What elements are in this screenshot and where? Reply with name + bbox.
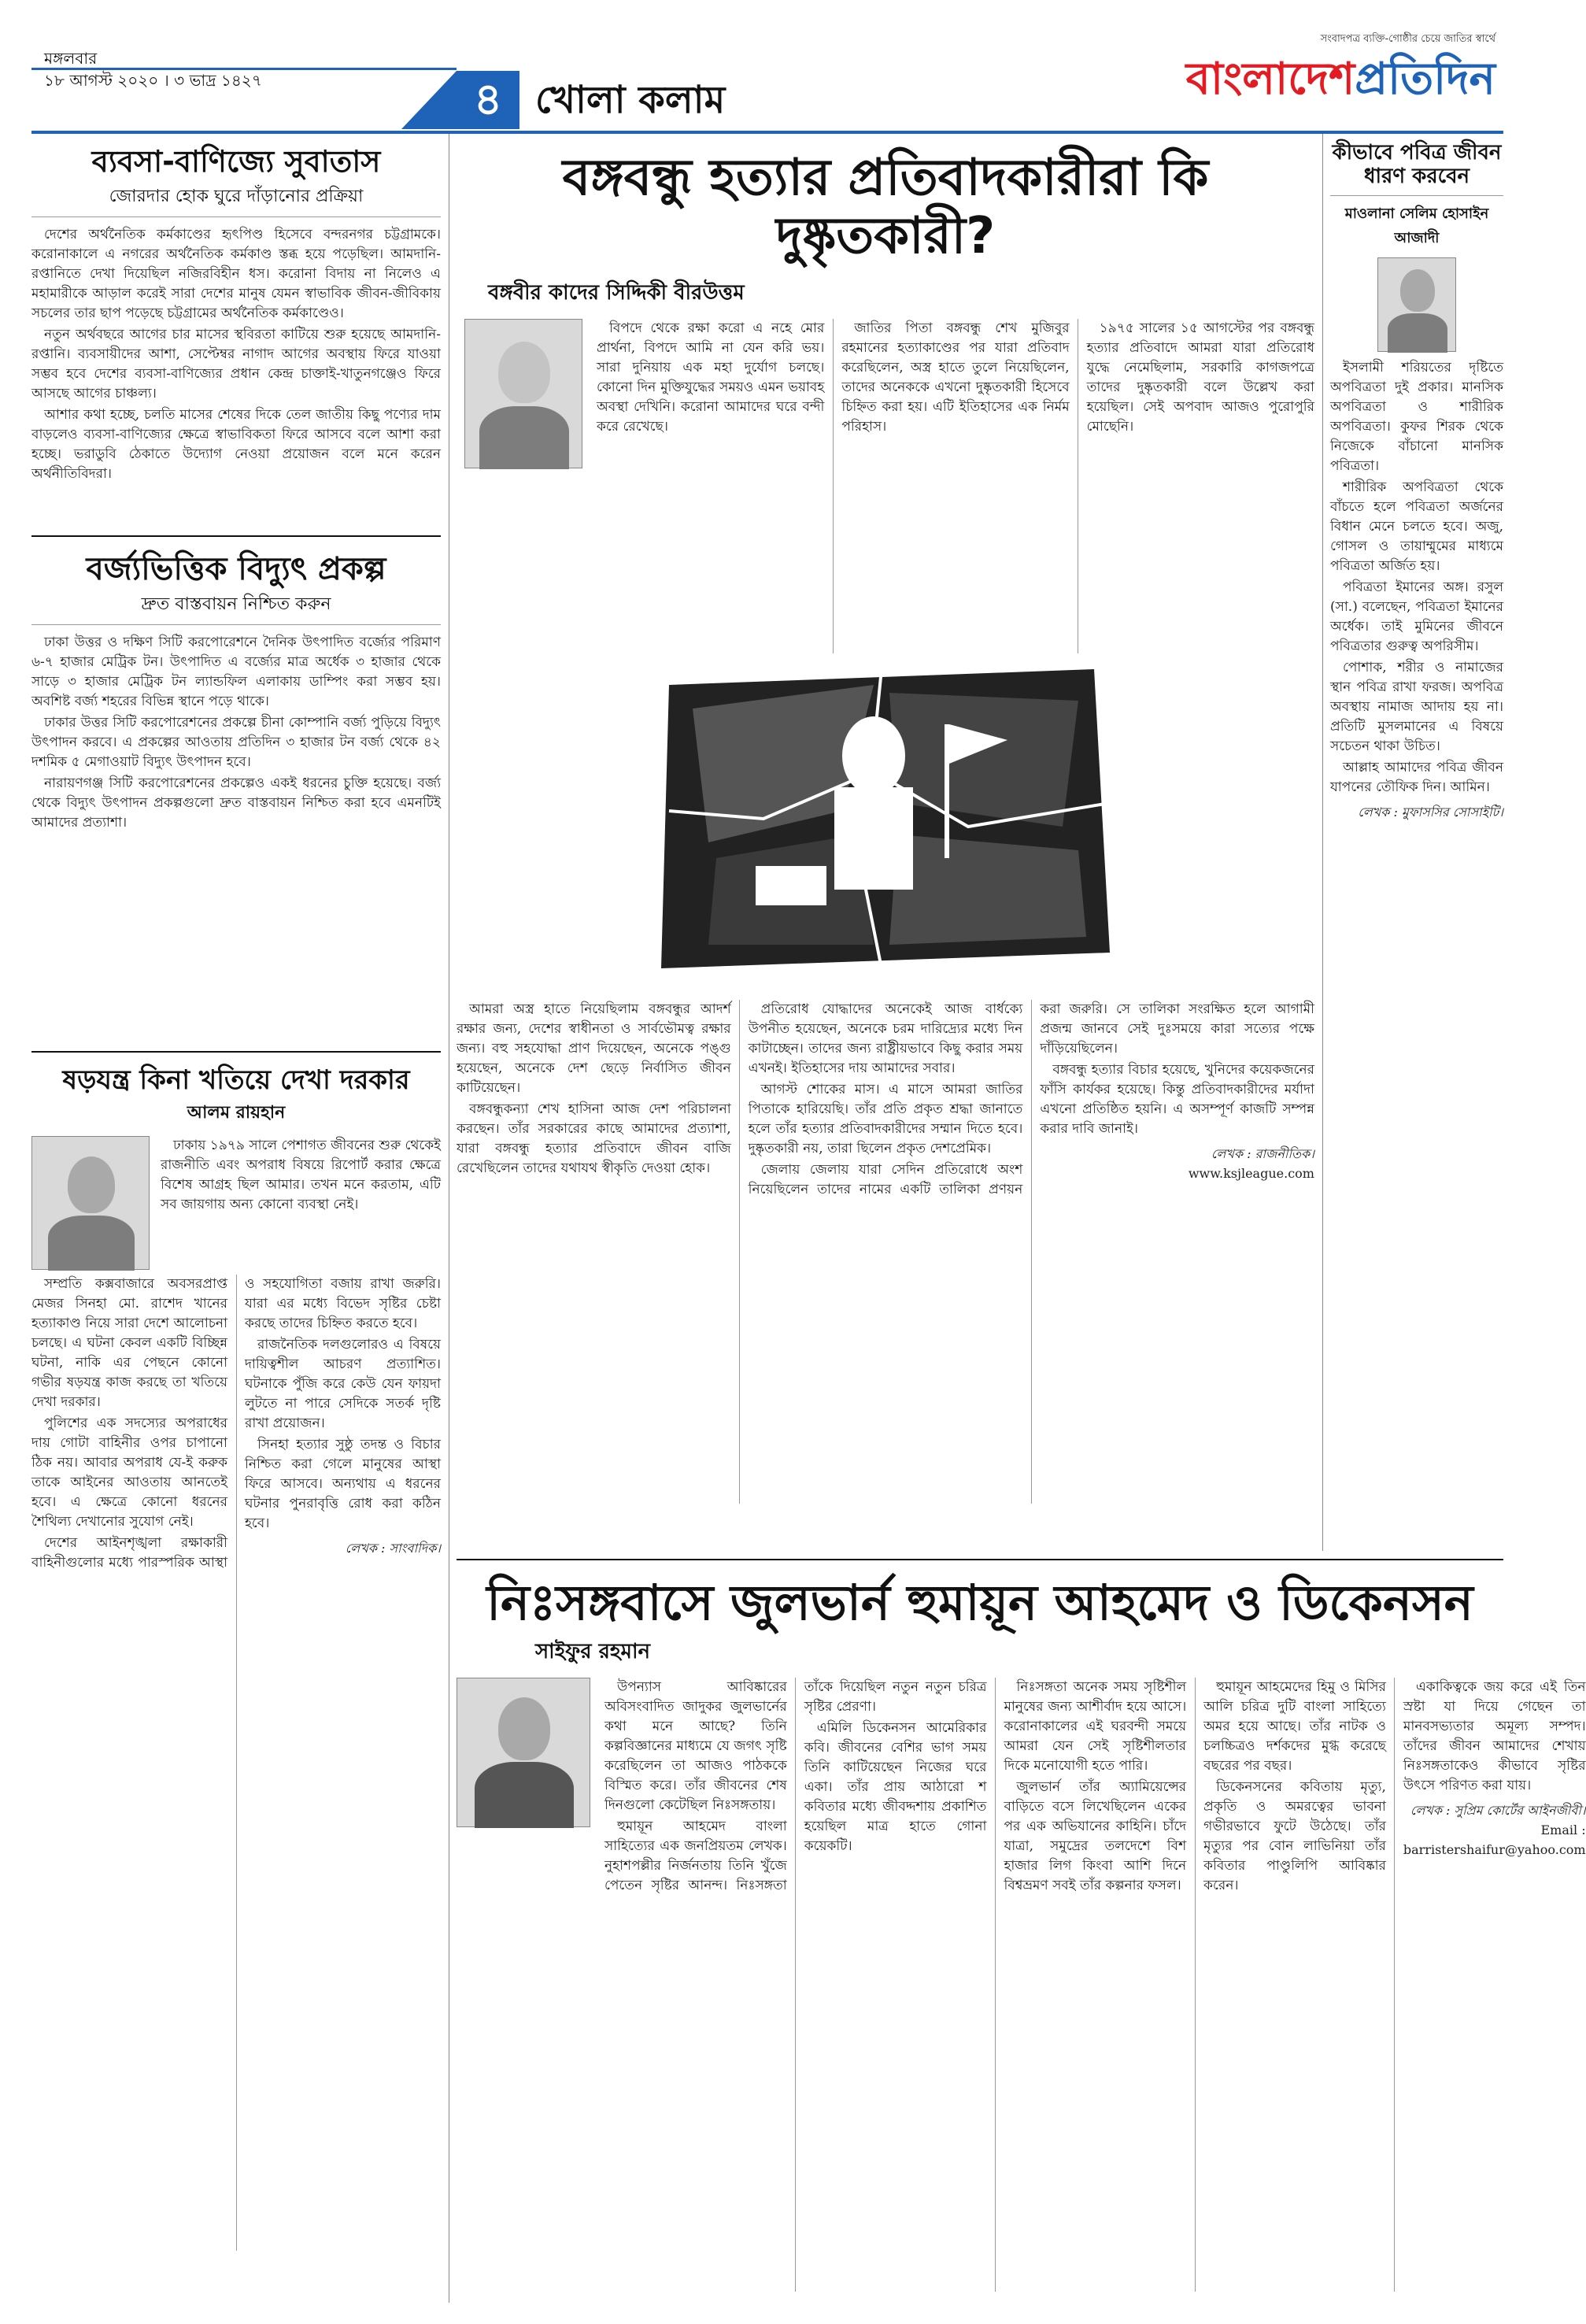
paragraph: এমিলি ডিকেনসন আমেরিকার কবি। জীবনের বেশির ভাগ সময় তিনি কাটিয়েছেন নিজের ঘরে একা। তাঁর প্রায় আঠারো শ কবিতার মধ্যে জীবদ্দশায় প্রকাশিত হয়েছিল মাত্র হাতে গোনা কয়েকটি। (804, 1720, 987, 1855)
paragraph: হুমায়ূন আহমেদের হিমু ও মিসির আলি চরিত্র দুটি বাংলা সাহিত্যে অমর হয়ে আছে। তাঁর নাটক ও চলচ্চিত্রও দর্শকদের মুগ্ধ করেছে বছরের পর বছর। (1203, 1679, 1386, 1774)
editorial-trade (31, 134, 441, 527)
column-conspiracy-byline: আলম রায়হান (187, 1103, 286, 1123)
editorial-power-body (31, 633, 441, 833)
author-photo-head (68, 1156, 115, 1213)
right-column-byline: মাওলানা সেলিম হোসাইন আজাদী (1344, 205, 1489, 246)
paragraph: জাতির পিতা বঙ্গবন্ধু শেখ মুজিবুর রহমানের হত্যাকাণ্ডের পর যারা প্রতিবাদ করেছিলেন, অস্ত্র হাতে তুলে নিয়েছিলেন, তাদের অনেককে এখনো দুষ্কৃতকারী হিসেবে চিহ্নিত করা হয়। এটি ইতিহাসের এক নির্মম পরিহাস। (841, 320, 1070, 435)
paragraph: বিপদে থেকে রক্ষা করো এ নহে মোর প্রার্থনা, বিপদে আমি না যেন করি ভয়। সারা দুনিয়ায় এক মহা দুর্যোগ চলছে। কোনো দিন মুক্তিযুদ্ধের সময়ও এমন ভয়াবহ অবস্থা দেখিনি। করোনা আমাদের ঘরে বন্দী করে রেখেছে। (597, 320, 825, 435)
page-number-wedge (401, 71, 457, 129)
right-column-body (1330, 358, 1503, 822)
author-photo (31, 1136, 150, 1270)
page-header (31, 16, 1503, 134)
main-article-headline: বঙ্গবন্ধু হত্যার প্রতিবাদকারীরা কি দুষ্কৃতকারী? (562, 149, 1209, 265)
column-divider (1322, 134, 1323, 1551)
masthead-logo (1186, 31, 1495, 111)
paragraph: ঢাকা উত্তর ও দক্ষিণ সিটি করপোরেশনে দৈনিক উৎপাদিত বর্জ্যের পরিমাণ ৬-৭ হাজার মেট্রিক টন। উৎপাদিত এ বর্জ্যের মাত্র অর্ধেক ৩ হাজার থেকে সাড়ে ৩ হাজার মেট্রিক টন ল্যান্ডফিল এলাকায় ডাম্পিং করা সম্ভব হয়। অবশিষ্ট বর্জ্য শহরের বিভিন্ন স্থানে পড়ে থাকে। (31, 635, 441, 709)
divider (457, 1559, 1503, 1560)
main-article-lead (597, 319, 1314, 689)
column-conspiracy (31, 1059, 441, 2303)
paragraph: প্রতিরোধ যোদ্ধাদের অনেকেই আজ বার্ধক্যে উপনীত হয়েছেন, অনেকে চরম দারিদ্র্যের মধ্যে দিন কাটাচ্ছেন। তাদের জন্য রাষ্ট্রীয়ভাবে কিছু করার সময় এখনই। ইতিহাসের দায় আমাদের সবার। (748, 1001, 1023, 1076)
right-column-credit: লেখক : মুফাসসির সোসাইটি। (1358, 804, 1503, 820)
right-column-article (1330, 134, 1503, 1551)
paragraph: ১৯৭৫ সালের ১৫ আগস্টের পর বঙ্গবন্ধু হত্যার প্রতিবাদে আমরা যারা প্রতিরোধ যুদ্ধে নেমেছিলাম, সরকারি কাগজপত্রে তাদের দুষ্কৃতকারী বলে উল্লেখ করা হয়েছিল। সেই অপবাদ আজও পুরোপুরি মোছেনি। (1086, 320, 1314, 435)
right-column-headline: কীভাবে পবিত্র জীবন ধারণ করবেন (1330, 134, 1503, 196)
bottom-article-headline: নিঃসঙ্গবাসে জুলভার্ন হুমায়ূন আহমেদ ও ডিকেনসন (486, 1574, 1473, 1631)
paragraph: দেশের অর্থনৈতিক কর্মকাণ্ডের হৃৎপিণ্ড হিসেবে বন্দরনগর চট্টগ্রামকে। করোনাকালে এ নগরের অর্থনৈতিক কর্মকাণ্ড স্তব্ধ হয়ে পড়েছিল। আমদানি-রপ্তানিতে দেখা দিয়েছিল নজিরবিহীন ধস। করোনা বিদায় না নিলেও এ মহামারীকে আড়াল করেই সারা দেশের মানুষ যেমন স্বাভাবিক জীবন-জীবিকায় সচলের তার ছাপ পড়েছে চট্টগ্রামের অর্থনৈতিক কর্মকাণ্ডেও। (31, 226, 441, 321)
paragraph: বঙ্গবন্ধু হত্যার বিচার হয়েছে, খুনিদের কয়েকজনের ফাঁসি কার্যকর হয়েছে। কিন্তু প্রতিবাদকারীদের মর্যাদা এখনো প্রতিষ্ঠিত হয়নি। এ অসম্পূর্ণ কাজটি সম্পন্ন করার দাবি জানাই। (1040, 1062, 1314, 1137)
main-article-body (457, 1000, 1314, 1504)
divider (31, 535, 441, 537)
column-conspiracy-body (31, 1275, 441, 2251)
paragraph: রাজনৈতিক দলগুলোরও এ বিষয়ে দায়িত্বশীল আচরণ প্রত্যাশিত। ঘটনাকে পুঁজি করে কেউ যেন ফায়দা লুটতে না পারে সেদিকে সতর্ক দৃষ্টি রাখা প্রয়োজন। (245, 1337, 441, 1432)
editorial-trade-body (31, 225, 441, 484)
editorial-trade-subhead: জোরদার হোক ঘুরে দাঁড়ানোর প্রক্রিয়া (31, 183, 441, 217)
paragraph: পুলিশের এক সদস্যের অপরাধের দায় গোটা বাহিনীর ওপর চাপানো ঠিক নয়। আবার অপরাধ যে-ই করুক তাকে আইনের আওতায় আনতেই হবে। এ ক্ষেত্রে কোনো ধরনের শৈথিল্য দেখানোর সুযোগ নেই। (31, 1415, 227, 1530)
paragraph: হুমায়ূন আহমেদ বাংলা সাহিত্যের এক জনপ্রিয়তম লেখক। নুহাশপল্লীর নির্জনতায় তিনি খুঁজে পেতেন সৃষ্টির আনন্দ। নিঃসঙ্গতা তাঁকে দিয়েছিল নতুন নতুন চরিত্র সৃষ্টির প্রেরণা। (604, 1679, 987, 1894)
paragraph: সম্প্রতি কক্সবাজারে অবসরপ্রাপ্ত মেজর সিনহা মো. রাশেদ খানের হত্যাকাণ্ড নিয়ে সারা দেশে আলোচনা চলছে। এ ঘটনা কেবল একটি বিচ্ছিন্ন ঘটনা, নাকি এর পেছনে কোনো গভীর ষড়যন্ত্র কাজ করছে তা খতিয়ে দেখা দরকার। (31, 1276, 227, 1411)
main-article (457, 134, 1314, 1551)
page-number: ৪ (457, 71, 519, 129)
illustration-protest (638, 653, 1126, 984)
author-photo-body (475, 1762, 574, 1828)
main-article-website: www.ksjleague.com (1188, 1166, 1314, 1181)
paragraph: নারায়ণগঞ্জ সিটি করপোরেশনের প্রকল্পেও একই ধরনের চুক্তি হয়েছে। বর্জ্য থেকে বিদ্যুৎ উৎপাদন প্রকল্পগুলো দ্রুত বাস্তবায়ন নিশ্চিত করা হবে এমনটিই আমাদের প্রত্যাশা। (31, 775, 441, 831)
bottom-article-body (604, 1678, 1586, 2292)
paragraph: দেশের আইনশৃঙ্খলা রক্ষাকারী বাহিনীগুলোর মধ্যে পারস্পরিক আস্থা ও সহযোগিতা বজায় রাখা জরুরি। যারা এর মধ্যে বিভেদ সৃষ্টির চেষ্টা করছে তাদের চিহ্নিত করতে হবে। (31, 1276, 441, 1571)
author-photo-body (479, 406, 569, 469)
illustration-svg (638, 653, 1126, 984)
masthead-name (1186, 48, 1495, 111)
editorial-power-headline: বর্জ্যভিত্তিক বিদ্যুৎ প্রকল্প (86, 551, 386, 587)
bottom-article-byline: সাইফুর রহমান (535, 1640, 651, 1664)
divider (31, 1051, 441, 1053)
paragraph: শারীরিক অপবিত্রতা থেকে বাঁচতে হলে পবিত্রতা অর্জনের বিধান মেনে চলতে হবে। অজু, গোসল ও তায়াম্মুমের মাধ্যমে পবিত্রতা অর্জিত হয়। (1330, 479, 1503, 574)
paragraph: ডিকেনসনের কবিতায় মৃত্যু, প্রকৃতি ও অমরত্বের ভাবনা গভীরভাবে ফুটে উঠেছে। তাঁর মৃত্যুর পর বোন লাভিনিয়া তাঁর কবিতার পাণ্ডুলিপি আবিষ্কার করেন। (1203, 1779, 1386, 1894)
section-name: খোলা কলাম (535, 78, 726, 122)
masthead-part1: বাংলাদেশ (1185, 54, 1355, 105)
paragraph: বঙ্গবন্ধুকন্যা শেখ হাসিনা আজ দেশ পরিচালনা করছেন। তাঁর সরকারের কাছে আমাদের প্রত্যাশা, যারা বঙ্গবন্ধু হত্যার প্রতিবাদে জীবন বাজি রেখেছিলেন তাদের যথাযথ স্বীকৃতি দেওয়া হোক। (457, 1101, 731, 1176)
paragraph: নিঃসঙ্গতা অনেক সময় সৃষ্টিশীল মানুষের জন্য আশীর্বাদ হয়ে আসে। করোনাকালের এই ঘরবন্দী সময়ে আমরা যেন সেই সৃষ্টিশীলতার দিকে মনোযোগী হতে পারি। (1004, 1679, 1187, 1774)
paragraph: পোশাক, শরীর ও নামাজের স্থান পবিত্র রাখা ফরজ। অপবিত্র অবস্থায় নামাজ আদায় হয় না। প্রতিটি মুসলমানের এ বিষয়ে সচেতন থাকা উচিত। (1330, 659, 1503, 754)
paragraph: উপন্যাস আবিষ্কারের অবিসংবাদিত জাদুকর জুলভার্নের কথা মনে আছে? তিনি কল্পবিজ্ঞানের মাধ্যমে যে জগৎ সৃষ্টি করেছিলেন তা আজও পাঠককে বিস্মিত করে। তাঁর জীবনের শেষ দিনগুলো কেটেছিল নিঃসঙ্গতায়। (604, 1679, 787, 1814)
editorial-power-subhead: দ্রুত বাস্তবায়ন নিশ্চিত করুন (31, 590, 441, 625)
editorial-power (31, 543, 441, 1047)
paragraph: একাকিত্বকে জয় করে এই তিন স্রষ্টা যা দিয়ে গেছেন তা মানবসভ্যতার অমূল্য সম্পদ। তাঁদের জীবন আমাদের শেখায় নিঃসঙ্গতাকেও কীভাবে সৃষ্টির উৎসে পরিণত করা যায়। (1403, 1679, 1586, 1794)
paragraph: আমরা অস্ত্র হাতে নিয়েছিলাম বঙ্গবন্ধুর আদর্শ রক্ষার জন্য, দেশের স্বাধীনতা ও সার্বভৌমত্ব রক্ষার জন্য। বহু সহযোদ্ধা প্রাণ দিয়েছেন, অনেকে পঙ্গু হয়েছেন, অনেকে দেশ ছেড়ে নির্বাসিত জীবন কাটিয়েছেন। (457, 1001, 731, 1096)
author-photo (464, 319, 582, 468)
paragraph: আশার কথা হচ্ছে, চলতি মাসের শেষের দিকে তেল জাতীয় কিছু পণ্যের দাম বাড়লেও ব্যবসা-বাণিজ্যের ক্ষেত্রে স্বাভাবিকতা ফিরে আসবে বলে আশা করা হচ্ছে। ভরাডুবি ঠেকাতে উদ্যোগ নেওয়া প্রয়োজন বলে মনে করেন অর্থনীতিবিদরা। (31, 406, 441, 482)
paragraph: ইসলামী শরিয়তের দৃষ্টিতে অপবিত্রতা দুই প্রকার। মানসিক অপবিত্রতা ও শারীরিক অপবিত্রতা। কুফর শিরক থেকে নিজেকে বাঁচানো মানসিক পবিত্রতা। (1330, 359, 1503, 474)
author-photo (457, 1678, 590, 1827)
column-conspiracy-credit: লেখক : সাংবাদিক। (345, 1541, 441, 1556)
masthead-part2: প্রতিদিন (1355, 54, 1495, 105)
date: ১৮ আগস্ট ২০২০ । ৩ ভাদ্র ১৪২৭ (44, 71, 262, 90)
author-photo-body (1388, 313, 1447, 353)
paragraph: সিনহা হত্যার সুষ্ঠু তদন্ত ও বিচার নিশ্চিত করা গেলে মানুষের আস্থা ফিরে আসবে। অন্যথায় এ ধরনের ঘটনার পুনরাবৃত্তি রোধ করা কঠিন হবে। (245, 1437, 441, 1532)
paragraph: ঢাকায় ১৯৭৯ সালে পেশাগত জীবনের শুরু থেকেই রাজনীতি এবং অপরাধ বিষয়ে রিপোর্ট করার ক্ষেত্রে বিশেষ আগ্রহ ছিল আমার। তখন মনে করতাম, এটি সব জায়গায় অন্য কোনো ব্যবস্থা নেই। (161, 1138, 441, 1213)
author-photo (1377, 257, 1456, 352)
weekday: মঙ্গলবার (44, 49, 98, 68)
author-photo-head (498, 342, 550, 403)
main-article-byline: বঙ্গবীর কাদের সিদ্দিকী বীরউত্তম (488, 281, 745, 305)
paragraph: জেলায় জেলায় যারা সেদিন প্রতিরোধে অংশ নিয়েছিলেন তাদের নামের একটি তালিকা প্রণয়ন করা জরুরি। সে তালিকা সংরক্ষিত হলে আগামী প্রজন্ম জানবে সেই দুঃসময়ে কারা সত্যের পক্ষে দাঁড়িয়েছিলেন। (748, 1001, 1314, 1197)
editorial-trade-headline: ব্যবসা-বাণিজ্যে সুবাতাস (91, 144, 381, 179)
column-conspiracy-headline: ষড়যন্ত্র কিনা খতিয়ে দেখা দরকার (62, 1064, 410, 1096)
paragraph: নতুন অর্থবছরে আগের চার মাসের স্থবিরতা কাটিয়ে শুরু হয়েছে আমদানি-রপ্তানি। ব্যবসায়ীদের আশা, সেপ্টেম্বর নাগাদ আগের অবস্থায় ফিরে যাওয়া সম্ভব হবে দেশের ব্যবসা-বাণিজ্যের প্রধান কেন্দ্র চাক্তাই-খাতুনগঞ্জেও ফিরে আসছে আগের চাঞ্চল্য। (31, 326, 441, 402)
bottom-article (457, 1567, 1586, 2303)
author-photo-body (48, 1216, 135, 1271)
column-conspiracy-lead (161, 1136, 441, 1270)
paragraph: আগস্ট শোকের মাস। এ মাসে আমরা জাতির পিতাকে হারিয়েছি। তাঁর প্রতি প্রকৃত শ্রদ্ধা জানাতে হলে তাঁর হত্যার প্রতিবাদকারীদের সম্মান দিতে হবে। দুষ্কৃতকারী নয়, তারা ছিলেন প্রকৃত দেশপ্রেমিক। (748, 1082, 1023, 1156)
header-rule-left (31, 68, 457, 70)
author-photo-head (498, 1697, 550, 1760)
author-photo-head (1400, 269, 1435, 312)
masthead-tagline: সংবাদপত্র ব্যক্তি-গোষ্ঠীর চেয়ে জাতির স্বার্থে (1320, 33, 1495, 45)
paragraph: আল্লাহ আমাদের পবিত্র জীবন যাপনের তৌফিক দিন। আমিন। (1330, 759, 1503, 795)
paragraph: জুলভার্ন তাঁর অ্যামিয়েন্সের বাড়িতে বসে লিখেছিলেন একের পর এক অভিযানের কাহিনি। চাঁদে যাত্রা, সমুদ্রের তলদেশে বিশ হাজার লিগ কিংবা আশি দিনে বিশ্বভ্রমণ সবই তাঁর কল্পনার ফসল। (1004, 1779, 1187, 1894)
bottom-article-email: Email : barristershaifur@yahoo.com (1403, 1823, 1586, 1858)
main-article-credit: লেখক : রাজনীতিক। (1211, 1146, 1314, 1161)
paragraph: ঢাকার উত্তর সিটি করপোরেশনের প্রকল্পে চীনা কোম্পানি বর্জ্য পুড়িয়ে বিদ্যুৎ উৎপাদন করবে। এ প্রকল্পের আওতায় প্রতিদিন ৩ হাজার টন বর্জ্য থেকে ৪২ দশমিক ৫ মেগাওয়াট বিদ্যুৎ উৎপাদন হবে। (31, 715, 441, 770)
paragraph: পবিত্রতা ইমানের অঙ্গ। রসুল (সা.) বলেছেন, পবিত্রতা ইমানের অর্ধেক। তাই মুমিনের জীবনে পবিত্রতার গুরুত্ব অপরিসীম। (1330, 579, 1503, 654)
bottom-article-credit: লেখক : সুপ্রিম কোর্টের আইনজীবী। (1410, 1803, 1586, 1819)
